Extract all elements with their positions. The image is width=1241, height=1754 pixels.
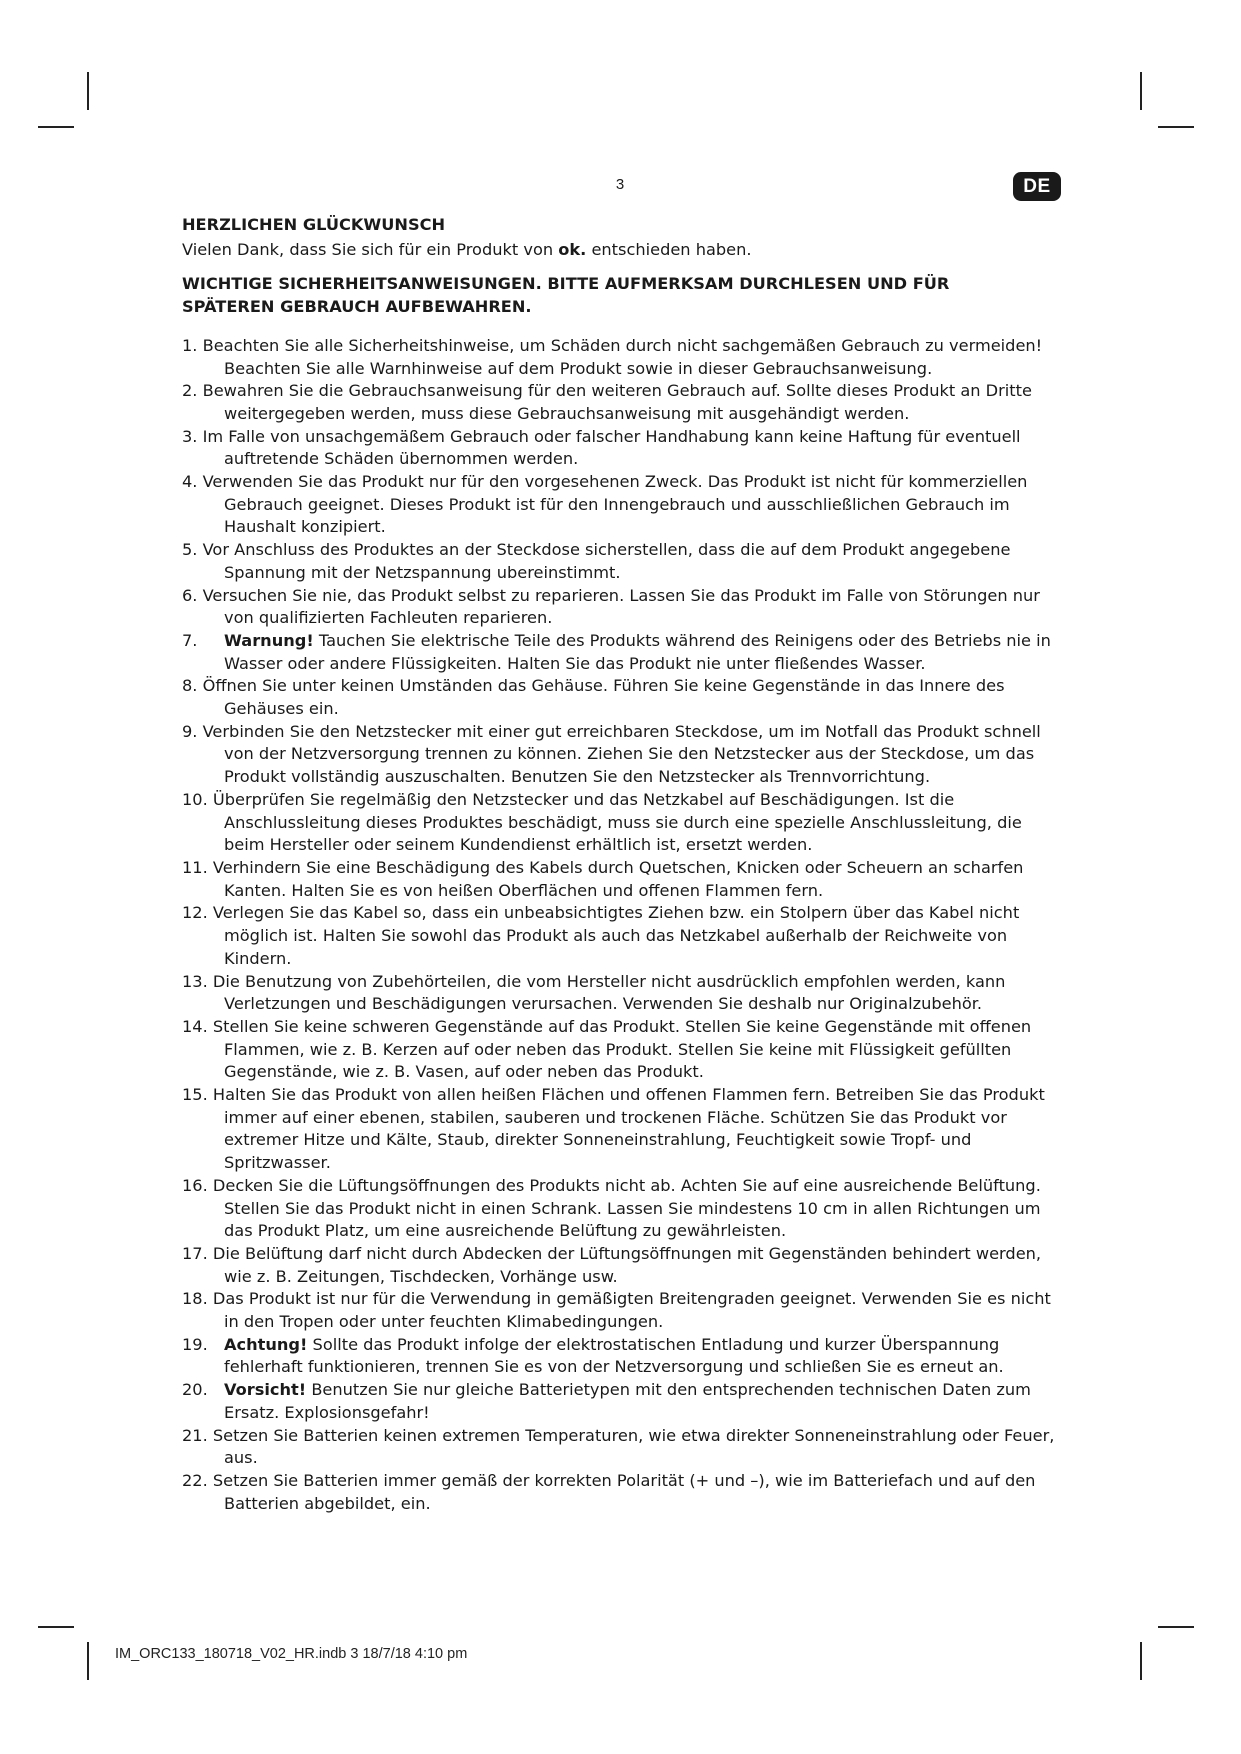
crop-mark-top-left-vertical — [87, 72, 89, 110]
crop-mark-bottom-right-vertical — [1140, 1642, 1142, 1680]
safety-item-number: 6. — [182, 585, 198, 605]
safety-item — [182, 1288, 1062, 1333]
safety-item-number: 3. — [182, 426, 198, 446]
safety-item — [182, 1084, 1062, 1175]
safety-item-number: 22. — [182, 1470, 208, 1490]
safety-item-number: 2. — [182, 381, 198, 401]
safety-item — [182, 1425, 1062, 1470]
intro-text-start: Vielen Dank, dass Sie sich für ein Produkt von — [182, 239, 559, 259]
intro-text — [182, 239, 1062, 262]
congratulations-heading: HERZLICHEN GLÜCKWUNSCH — [182, 215, 446, 234]
safety-item-number: 15. — [182, 1085, 208, 1105]
safety-item-text: Sollte das Produkt infolge der elektrostatischen Entladung und kurzer Überspannung fehlerhaft funktionieren, trennen Sie es von der Netzversorgung und schließen Sie es erneut an. — [224, 1334, 1004, 1377]
safety-item-number: 19. — [182, 1334, 208, 1354]
safety-item-text: Verhindern Sie eine Beschädigung des Kabels durch Quetschen, Knicken oder Scheuern an scharfen Kanten. Halten Sie es von heißen Oberflächen und offenen Flammen fern. — [212, 857, 1024, 900]
safety-item-number: 5. — [182, 540, 198, 560]
safety-item-warning-label: Warnung! — [224, 630, 314, 650]
safety-item-warning-label: Vorsicht! — [224, 1380, 307, 1400]
safety-item — [182, 1379, 1062, 1424]
safety-item — [182, 471, 1062, 539]
safety-item-text: Stellen Sie keine schweren Gegenstände auf das Produkt. Stellen Sie keine Gegenstände mit offenen Flammen, wie z. B. Kerzen auf oder neben das Produkt. Stellen Sie keine mit Flüssigkeit gefüllten Gegenstände, wie z. B. Vasen, auf oder neben das Produkt. — [212, 1016, 1032, 1082]
safety-item-text: Verlegen Sie das Kabel so, dass ein unbeabsichtigtes Ziehen bzw. ein Stolpern über das Kabel nicht möglich ist. Halten Sie sowohl das Produkt als auch das Netzkabel außerhalb der Reichweite von Kindern. — [212, 903, 1020, 968]
safety-item — [182, 721, 1062, 789]
crop-mark-bottom-left-vertical — [87, 1642, 89, 1680]
safety-item — [182, 1243, 1062, 1288]
safety-item-text: Versuchen Sie nie, das Produkt selbst zu reparieren. Lassen Sie das Produkt im Falle von Störungen nur von qualifizierten Fachleuten reparieren. — [202, 585, 1040, 628]
safety-item-number: 12. — [182, 903, 208, 923]
crop-mark-top-left-horizontal — [38, 126, 74, 128]
safety-item-text: Decken Sie die Lüftungsöffnungen des Produkts nicht ab. Achten Sie auf eine ausreichende Belüftung. Stellen Sie das Produkt nicht in einen Schrank. Lassen Sie mindestens 10 cm in allen Richtungen um das Produkt Platz, um eine ausreichende Belüftung zu gewährleisten. — [212, 1175, 1041, 1241]
crop-mark-top-right-horizontal — [1158, 126, 1194, 128]
safety-item — [182, 380, 1062, 425]
safety-item-number: 4. — [182, 472, 198, 492]
safety-item-text: Verwenden Sie das Produkt nur für den vorgesehenen Zweck. Das Produkt ist nicht für kommerziellen Gebrauch geeignet. Dieses Produkt ist für den Innengebrauch und ausschließlichen Gebrauch im Haushalt konzipiert. — [202, 472, 1028, 537]
safety-heading-line-1: WICHTIGE SICHERHEITSANWEISUNGEN. BITTE AUFMERKSAM DURCHLESEN UND FÜR — [182, 274, 950, 294]
safety-item-text: Die Benutzung von Zubehörteilen, die vom Hersteller nicht ausdrücklich empfohlen werden, kann Verletzungen und Beschädigungen verursachen. Verwenden Sie deshalb nur Originalzubehör. — [212, 971, 1006, 1014]
safety-item-text: Vor Anschluss des Produktes an der Steckdose sicherstellen, dass die auf dem Produkt angegebene Spannung mit der Netzspannung ubereinstimmt. — [202, 540, 1011, 582]
safety-item — [182, 585, 1062, 630]
safety-item-text: Überprüfen Sie regelmäßig den Netzstecker und das Netzkabel auf Beschädigungen. Ist die Anschlussleitung dieses Produktes beschädigt, muss sie durch eine spezielle Anschlussleitung, die beim Hersteller oder seinem Kundendienst erhältlich ist, ersetzt werden. — [212, 789, 1022, 855]
safety-item-number: 13. — [182, 971, 208, 991]
safety-item-text: Tauchen Sie elektrische Teile des Produkts während des Reinigens oder des Betriebs nie in Wasser oder andere Flüssigkeiten. Halten Sie das Produkt nie unter fließendes Wasser. — [224, 630, 1051, 673]
safety-item-number: 11. — [182, 857, 208, 877]
safety-item-text: Halten Sie das Produkt von allen heißen Flächen und offenen Flammen fern. Betreiben Sie das Produkt immer auf einer ebenen, stabilen, sauberen und trockenen Fläche. Schützen Sie das Produkt vor extremer Hitze und Kälte, Staub, direkter Sonneneinstrahlung, Feuchtigkeit sowie Tropf- und Spritzwasser. — [212, 1085, 1045, 1173]
safety-item-number: 17. — [182, 1243, 208, 1263]
safety-item-text: Setzen Sie Batterien immer gemäß der korrekten Polarität (+ und –), wie im Batteriefach und auf den Batterien abgebildet, ein. — [212, 1470, 1036, 1513]
intro-text-end: entschieden haben. — [586, 239, 752, 259]
safety-item-number: 10. — [182, 789, 208, 809]
safety-item-number: 7. — [182, 630, 198, 650]
safety-item — [182, 630, 1062, 675]
brand-name: ok. — [558, 239, 587, 259]
safety-item-text: Benutzen Sie nur gleiche Batterietypen mit den entsprechenden technischen Daten zum Ersatz. Explosionsgefahr! — [224, 1380, 1031, 1422]
safety-item — [182, 857, 1062, 902]
safety-item-number: 16. — [182, 1175, 208, 1195]
safety-item-text: Die Belüftung darf nicht durch Abdecken der Lüftungsöffnungen mit Gegenständen behindert werden, wie z. B. Zeitungen, Tischdecken, Vorhänge usw. — [212, 1243, 1042, 1286]
crop-mark-bottom-right-horizontal — [1158, 1626, 1194, 1628]
safety-item — [182, 426, 1062, 471]
safety-heading-line-2: SPÄTEREN GEBRAUCH AUFBEWAHREN. — [182, 297, 532, 317]
safety-item — [182, 1334, 1062, 1379]
safety-item-text: Im Falle von unsachgemäßem Gebrauch oder falscher Handhabung kann keine Haftung für eventuell auftretende Schäden übernommen werden. — [202, 426, 1021, 469]
page-number: 3 — [615, 176, 625, 193]
safety-item — [182, 1016, 1062, 1084]
safety-item — [182, 1470, 1062, 1515]
safety-item-text: Setzen Sie Batterien keinen extremen Temperaturen, wie etwa direkter Sonneneinstrahlung oder Feuer, aus. — [212, 1425, 1055, 1468]
safety-item-text: Verbinden Sie den Netzstecker mit einer gut erreichbaren Steckdose, um im Notfall das Produkt schnell von der Netzversorgung trennen zu können. Ziehen Sie den Netzstecker aus der Steckdose, um das Produkt vollständig auszuschalten. Benutzen Sie den Netzstecker als Trennvorrichtung. — [202, 721, 1041, 787]
safety-instructions-list — [182, 335, 1062, 1516]
safety-item-text: Das Produkt ist nur für die Verwendung in gemäßigten Breitengraden geeignet. Verwenden Sie es nicht in den Tropen oder unter feuchten Klimabedingungen. — [212, 1289, 1051, 1332]
safety-item-number: 8. — [182, 676, 198, 696]
safety-item — [182, 335, 1062, 380]
document-body — [182, 214, 1062, 1515]
safety-item-number: 9. — [182, 721, 198, 741]
safety-item-text: Öffnen Sie unter keinen Umständen das Gehäuse. Führen Sie keine Gegenstände in das Innere des Gehäuses ein. — [202, 676, 1005, 719]
safety-item-text: Bewahren Sie die Gebrauchsanweisung für den weiteren Gebrauch auf. Sollte dieses Produkt an Dritte weitergegeben werden, muss diese Gebrauchsanweisung mit ausgehändigt werden. — [202, 381, 1032, 423]
safety-item — [182, 1175, 1062, 1243]
safety-item-number: 1. — [182, 335, 198, 355]
safety-item-number: 20. — [182, 1380, 208, 1400]
crop-mark-top-right-vertical — [1140, 72, 1142, 110]
safety-item — [182, 789, 1062, 857]
safety-item — [182, 971, 1062, 1016]
safety-item — [182, 539, 1062, 584]
safety-item-number: 14. — [182, 1016, 208, 1036]
safety-item-number: 21. — [182, 1425, 208, 1445]
safety-item-number: 18. — [182, 1289, 208, 1309]
safety-heading — [182, 273, 1062, 318]
safety-item-warning-label: Achtung! — [224, 1334, 308, 1354]
safety-item-text: Beachten Sie alle Sicherheitshinweise, um Schäden durch nicht sachgemäßen Gebrauch zu vermeiden! Beachten Sie alle Warnhinweise auf dem Produkt sowie in dieser Gebrauchsanweisung. — [202, 335, 1043, 378]
safety-item — [182, 675, 1062, 720]
safety-item — [182, 902, 1062, 970]
crop-mark-bottom-left-horizontal — [38, 1626, 74, 1628]
language-badge: DE — [1013, 172, 1061, 201]
print-footer: IM_ORC133_180718_V02_HR.indb 3 18/7/18 4:10 pm — [115, 1646, 468, 1662]
